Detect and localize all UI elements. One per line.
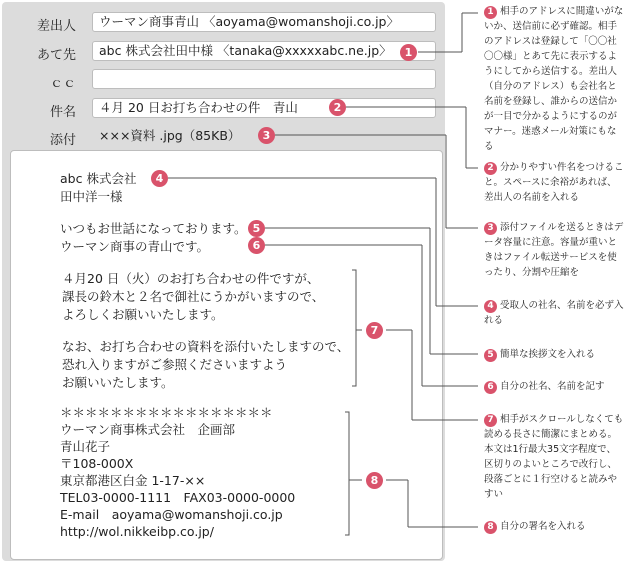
note-5-badge: 5 xyxy=(484,349,497,362)
attach-label: 添付 xyxy=(49,133,76,148)
note-2-text: 分かりやすい件名をつけること。スペースに余裕があれば、差出人の名前を入れる xyxy=(484,162,624,203)
badge-3: 3 xyxy=(258,127,275,144)
note-8-text: 自分の署名を入れる xyxy=(500,521,586,532)
self-intro-line: ウーマン商事の青山です。 xyxy=(60,239,210,254)
note-8 xyxy=(484,519,624,534)
badge-5: 5 xyxy=(248,220,265,237)
signature-address: 東京都港区白金 1-17-×× xyxy=(60,473,206,488)
badge-4: 4 xyxy=(151,170,168,187)
recipient-company: abc 株式会社 xyxy=(60,171,137,186)
signature-separator: ＊＊＊＊＊＊＊＊＊＊＊＊＊＊＊＊＊ xyxy=(60,405,273,420)
to-label: あて先 xyxy=(36,48,76,63)
greeting-line: いつもお世話になっております。 xyxy=(60,221,247,236)
main-text-line: 恐れ入りますがご参照くださいますよう xyxy=(62,357,288,372)
main-text-line: ４月20 日（火）のお打ち合わせの件ですが、 xyxy=(62,271,320,286)
note-4-text: 受取人の社名、名前を必ず入れる xyxy=(484,300,624,326)
to-field[interactable]: abc 株式会社田中様 〈tanaka@xxxxxabc.ne.jp〉 xyxy=(92,41,436,61)
note-3-badge: 3 xyxy=(484,222,497,235)
note-4-badge: 4 xyxy=(484,300,497,313)
main-text-line: お願いいたします。 xyxy=(62,375,174,390)
signature-url: http://wol.nikkeibp.co.jp/ xyxy=(60,524,214,539)
note-7-badge: 7 xyxy=(484,414,497,427)
main-text-line: なお、お打ち合わせの資料を添付いたしますので、 xyxy=(62,339,350,354)
sender-label: 差出人 xyxy=(36,19,76,34)
note-6 xyxy=(484,379,624,394)
note-5-text: 簡単な挨拶文を入れる xyxy=(500,349,596,360)
signature-name: 青山花子 xyxy=(60,439,111,454)
note-2 xyxy=(484,160,624,205)
note-5 xyxy=(484,347,624,362)
badge-2: 2 xyxy=(329,99,346,116)
cc-label: ｃｃ xyxy=(49,76,76,91)
sender-field[interactable]: ウーマン商事青山 〈aoyama@womanshoji.co.jp〉 xyxy=(92,12,436,32)
note-6-text: 自分の社名、名前を記す xyxy=(500,381,605,392)
recipient-name: 田中洋一様 xyxy=(60,189,123,204)
subject-field[interactable]: ４月 20 日お打ち合わせの件 青山 xyxy=(92,98,436,118)
badge-1: 1 xyxy=(400,44,417,61)
note-1-badge: 1 xyxy=(484,6,497,19)
signature-zip: 〒108-000X xyxy=(60,456,134,471)
note-1-text: 相手のアドレスに間違いがないか、送信前に必ず確認。相手のアドレスは登録して「〇〇社〇〇様」とあて先に表示するようにしてから送信する。差出人（自分のアドレス）も会社名と名前を登録し、誰からの送信かが一目で分かるようにするのがマナー。迷惑メール対策にもなる xyxy=(484,6,624,152)
attachment-field[interactable]: ×××資料 .jpg（85KB） xyxy=(99,128,241,143)
badge-8: 8 xyxy=(366,472,383,489)
signature-tel-fax: TEL03-0000-1111 FAX03-0000-0000 xyxy=(60,490,296,505)
badge-6: 6 xyxy=(248,237,265,254)
note-2-badge: 2 xyxy=(484,162,497,175)
note-7-text: 相手がスクロールしなくても読める長さに簡潔にまとめる。本文は1行最大35文字程度で、区切りのよいところで改行し、段落ごとに１行空けると読みやすい xyxy=(484,414,624,500)
note-6-badge: 6 xyxy=(484,381,497,394)
badge-7: 7 xyxy=(366,322,383,339)
signature-email: E-mail aoyama@womanshoji.co.jp xyxy=(60,507,283,522)
note-7 xyxy=(484,412,624,502)
note-4 xyxy=(484,298,624,328)
main-text-line: よろしくお願いいたします。 xyxy=(62,307,224,322)
note-3 xyxy=(484,220,624,280)
note-3-text: 添付ファイルを送るときはデータ容量に注意。容量が重いときはファイル転送サービスを使ったり、分割や圧縮を xyxy=(484,222,624,278)
subject-label: 件名 xyxy=(49,105,76,120)
signature-company: ウーマン商事株式会社 企画部 xyxy=(60,422,236,437)
note-1 xyxy=(484,4,624,154)
main-text-line: 課長の鈴木と２名で御社にうかがいますので、 xyxy=(62,289,325,304)
note-8-badge: 8 xyxy=(484,521,497,534)
